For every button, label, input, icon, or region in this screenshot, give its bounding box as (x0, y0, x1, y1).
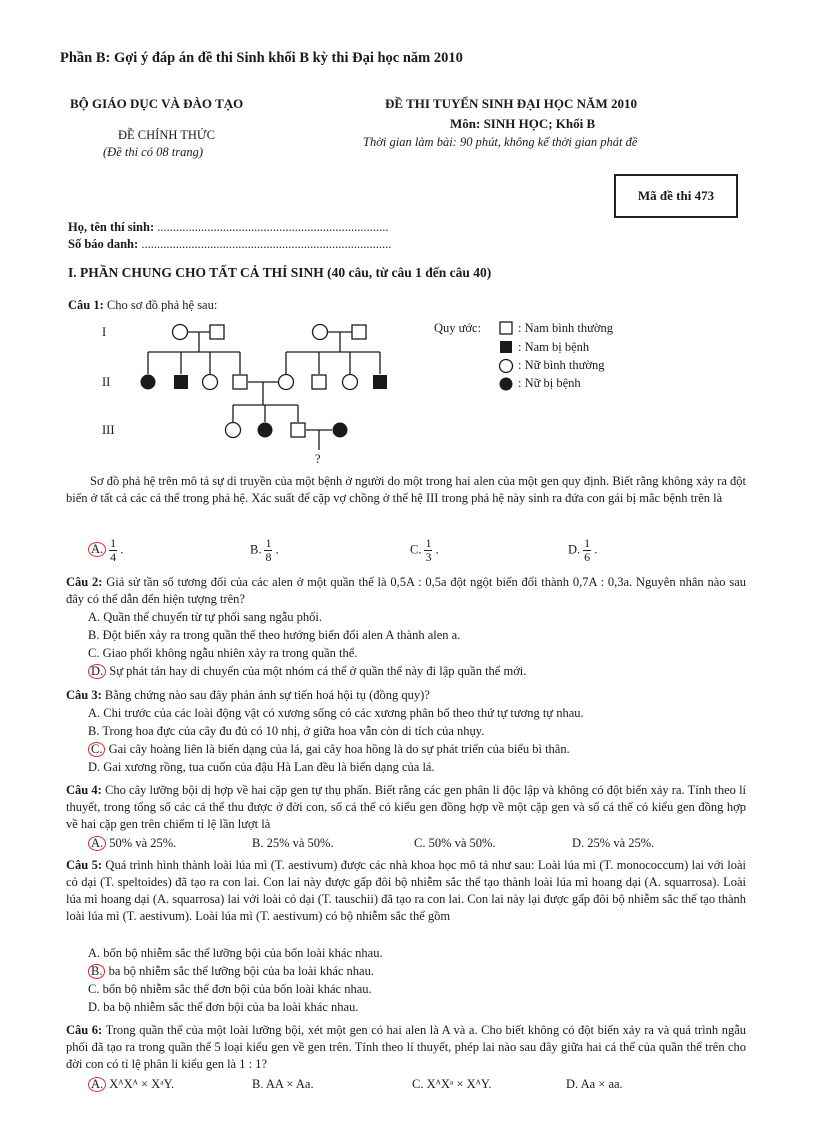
legend-female-affected-icon (500, 378, 513, 391)
section-title: I. PHẦN CHUNG CHO TẤT CẢ THÍ SINH (40 câu, từ câu 1 đến câu 40) (68, 265, 492, 280)
official-label: ĐỀ CHÍNH THỨC (118, 128, 215, 142)
q5-option-a: A. bốn bộ nhiễm sắc thể lưỡng bội của bốn loài khác nhau. (88, 946, 383, 960)
gen1-female-normal (313, 325, 328, 340)
q3-option-b: B. Trong hoa đực của cây đu đủ có 10 nhị, ở giữa hoa vẫn còn di tích của nhụy. (88, 724, 485, 738)
q2-option-a: A. Quần thể chuyển từ tự phối sang ngẫu phối. (88, 610, 322, 624)
q5-option-c: C. bốn bộ nhiễm sắc thể đơn bội của bốn loài khác nhau. (88, 982, 372, 996)
gen1-male-normal (210, 325, 224, 339)
gen2-male-affected (174, 375, 188, 389)
legend-item: : Nam bị bệnh (518, 340, 590, 354)
legend-title: Quy ước: (434, 321, 482, 335)
q1-label: Câu 1: (68, 298, 104, 312)
q6-option-c: C. XᴬXᵃ × XᴬY. (412, 1077, 492, 1091)
gen2-male-affected (373, 375, 387, 389)
legend-male-normal-icon (500, 322, 512, 334)
legend-item: : Nam bình thường (518, 321, 613, 335)
gen2-male-normal (312, 375, 326, 389)
q4-option-b: B. 25% và 50%. (252, 836, 334, 850)
q3-option-a: A. Chi trước của các loài động vật có xương sống có các xương phân bố theo thứ tự tương tự nhau. (88, 706, 584, 720)
gen3-female-normal (226, 423, 241, 438)
q4-text: Câu 4: Cho cây lưỡng bội dị hợp về hai cặp gen tự thụ phấn. Biết rằng các gen phân li độc lập và không có đột biến xảy ra. Tính theo lí thuyết, trong tổng số các cá thể thu được ở đời con, số cá thể có kiểu gen đồng hợp về một cặp gen và số cá thể có kiểu gen đồng hợp về hai cặp gen trên chiếm tỉ lệ lần lượt là (66, 783, 747, 831)
student-name-label: Họ, tên thí sinh: (68, 220, 155, 234)
gen1-female-normal (173, 325, 188, 340)
q5-option-b: B. ba bộ nhiễm sắc thể lưỡng bội của ba loài khác nhau. (88, 964, 374, 979)
pedigree-diagram (0, 0, 816, 470)
question-mark: ? (315, 452, 321, 466)
answer-mark: C. (88, 742, 105, 757)
q2-option-d: D. Sự phát tán hay di chuyển của một nhóm cá thể ở quần thể này đi lập quần thể mới. (88, 664, 526, 679)
gen-label-2: II (102, 375, 111, 389)
answer-mark: B. (88, 964, 105, 979)
legend-item: : Nữ bị bệnh (518, 376, 581, 390)
q6-option-b: B. AA × Aa. (252, 1077, 314, 1091)
q4-option-d: D. 25% và 25%. (572, 836, 655, 850)
q1-option-d: D. $\frac{1}{6}$ . (568, 536, 598, 564)
gen2-female-affected (141, 375, 156, 390)
q1-option-a: A. $\frac{1}{4}$ . (88, 537, 123, 564)
gen2-female-normal (203, 375, 218, 390)
exam-time: Thời gian làm bài: 90 phút, không kể thời gian phát đề (363, 135, 638, 149)
student-id-label: Số báo danh: (68, 237, 139, 251)
q5-text: Câu 5: Quá trình hình thành loài lúa mì (T. aestivum) được các nhà khoa học mô tả như sau: Loài lúa mì (T. monococcum) lai với loài cỏ dại (T. speltoides) đã tạo ra con lai. Con lai này được gấp đôi bộ nhiễm sắc thể tạo thành loài lúa mì hoang dại (A. squarrosa). Loài lúa mì hoang dại (A. squarrosa) lai với loài cỏ dại (T. tauschii) đã tạo ra con lai. Con lai này lại được gấp đôi bộ nhiễm sắc thể tạo thành loài lúa mì (T. aestivum). Loài lúa mì (T. aestivum) có bộ nhiễm sắc thể gồm (66, 858, 746, 923)
q1-body: Sơ đồ phả hệ trên mô tả sự di truyền của một bệnh ở người do một trong hai alen của một gen quy định. Biết rằng không xảy ra đột biến ở tất cả các cá thể trong phả hệ. Xác suất để cặp vợ chồng ở thế hệ III trong phả hệ này sinh ra đứa con gái bị mắc bệnh trên là (66, 474, 746, 505)
student-name-dots: .......................................................................... (157, 220, 389, 234)
q2-option-c: C. Giao phối không ngẫu nhiên xảy ra trong quần thể. (88, 646, 358, 660)
q4-option-a: A. 50% và 25%. (88, 836, 176, 851)
legend-item: : Nữ bình thường (518, 358, 605, 372)
q6-option-a: A. XᴬXᴬ × XᵃY. (88, 1077, 174, 1092)
q1-text: Cho sơ đồ phả hệ sau: (106, 298, 218, 312)
gen2-female-normal (279, 375, 294, 390)
q5-option-d: D. ba bộ nhiễm sắc thể đơn bội của ba loài khác nhau. (88, 1000, 359, 1014)
ministry-name: BỘ GIÁO DỤC VÀ ĐÀO TẠO (70, 96, 244, 111)
q1-option-c: C. $\frac{1}{3}$ . (410, 536, 439, 564)
gen1-male-normal (352, 325, 366, 339)
q3-option-d: D. Gai xương rồng, tua cuốn của đậu Hà Lan đều là biến dạng của lá. (88, 760, 435, 774)
page-count: (Đề thi có 08 trang) (103, 145, 203, 159)
legend-male-affected-icon (500, 341, 512, 353)
q3-text: Câu 3: Bằng chứng nào sau đây phản ánh sự tiến hoá hội tụ (đồng quy)? (66, 688, 430, 702)
exam-subject: Môn: SINH HỌC; Khối B (450, 116, 596, 131)
legend-female-normal-icon (500, 360, 513, 373)
gen2-male-normal (233, 375, 247, 389)
gen3-female-affected (258, 423, 273, 438)
gen3-male-normal (291, 423, 305, 437)
q6-text: Câu 6: Trong quần thể của một loài lưỡng bội, xét một gen có hai alen là A và a. Cho biết không có đột biến xảy ra và quá trình ngẫu phối đã tạo ra trong quần thể 5 loại kiểu gen về gen trên. Tính theo lí thuyết, phép lai nào sau đây giữa hai cá thể của quần thể trên cho đời con có tỉ lệ phân li kiểu gen là 1 : 1? (66, 1023, 746, 1071)
q6-option-d: D. Aa × aa. (566, 1077, 623, 1091)
gen3-female-affected (333, 423, 348, 438)
student-id-dots: ................................................................................ (141, 237, 392, 251)
q3-option-c: C. Gai cây hoàng liên là biến dạng của lá, gai cây hoa hồng là do sự phát triển của biểu bì thân. (88, 742, 570, 757)
gen2-female-normal (343, 375, 358, 390)
q2-option-b: B. Đột biến xảy ra trong quần thể theo hướng biến đổi alen A thành alen a. (88, 628, 461, 642)
answer-mark: D. (88, 664, 106, 679)
q4-option-c: C. 50% và 50%. (414, 836, 496, 850)
page-title: Phần B: Gợi ý đáp án đề thi Sinh khối B kỳ thi Đại học năm 2010 (60, 50, 463, 66)
gen-label-3: III (102, 423, 115, 437)
q2-text: Câu 2: Giả sử tần số tương đối của các alen ở một quần thể là 0,5A : 0,5a đột ngột biến đổi thành 0,7A : 0,3a. Nguyên nhân nào sau đây có thể dẫn đến hiện tượng trên? (66, 575, 746, 606)
gen-label-1: I (102, 325, 107, 339)
q1-option-b: B. $\frac{1}{8}$ . (250, 536, 279, 564)
exam-title: ĐỀ THI TUYỂN SINH ĐẠI HỌC NĂM 2010 (385, 96, 637, 111)
exam-code: Mã đề thi 473 (637, 188, 715, 203)
